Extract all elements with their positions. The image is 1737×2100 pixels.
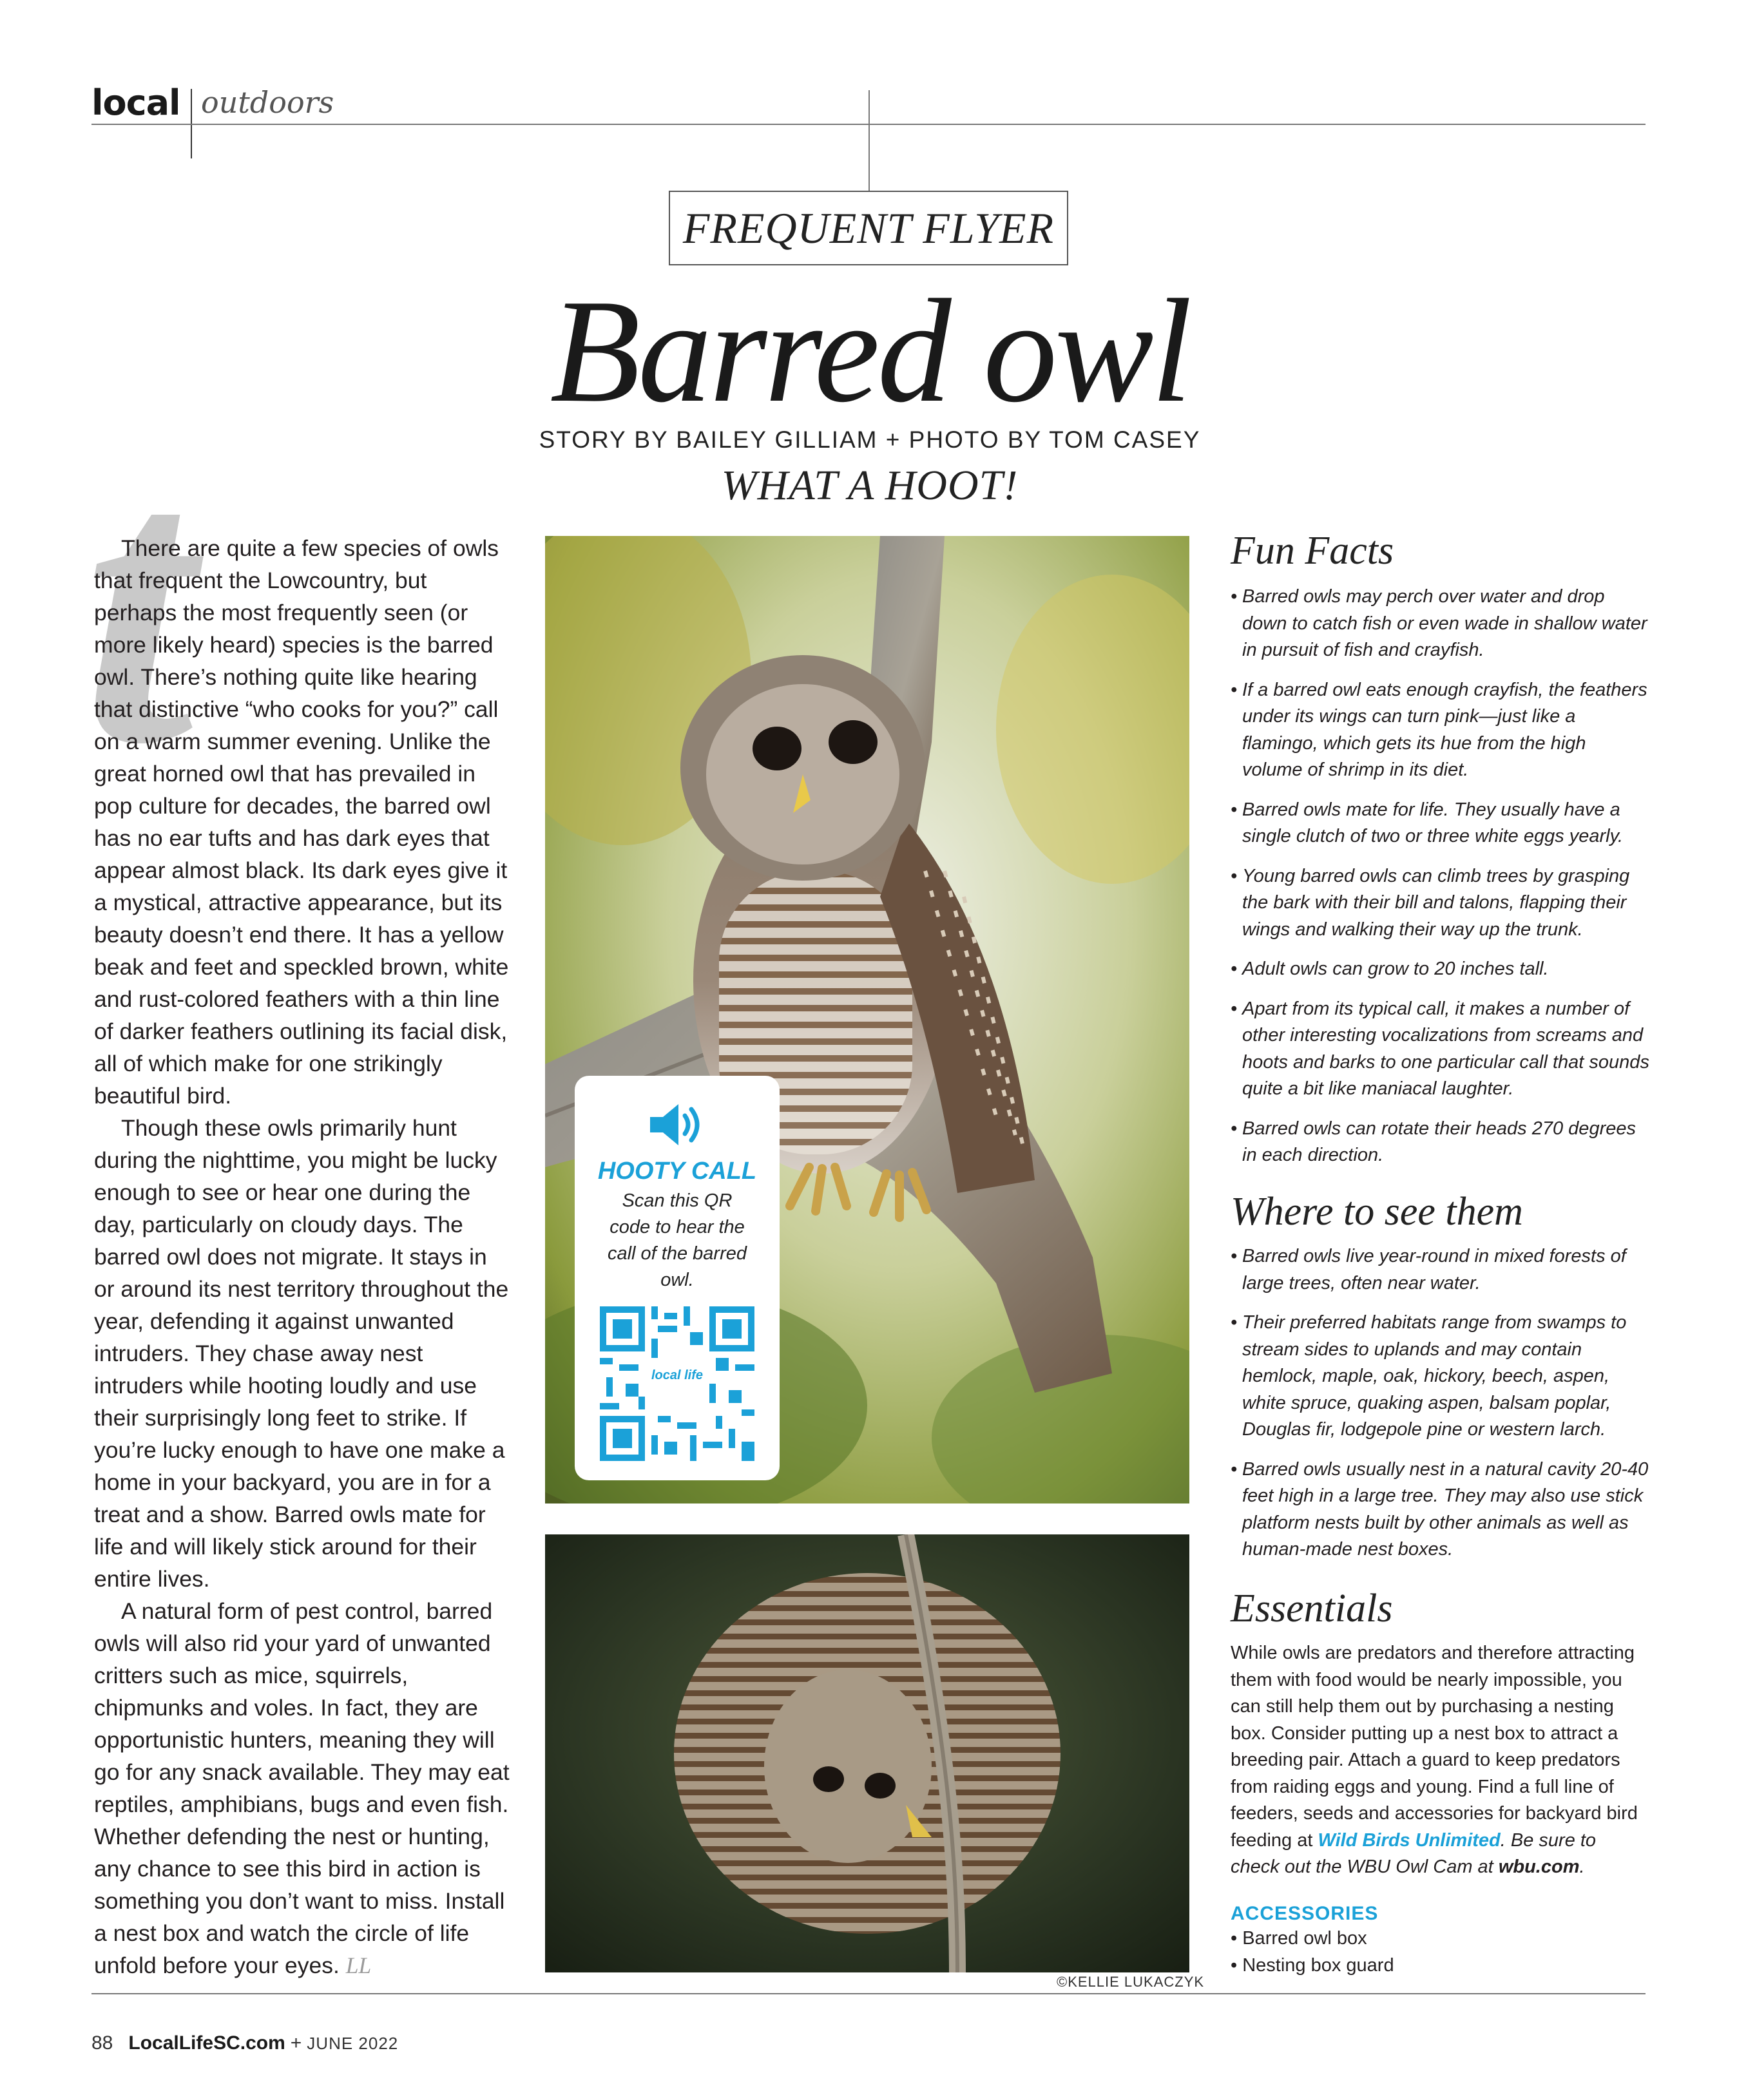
qr-card-title: HOOTY CALL bbox=[597, 1158, 757, 1185]
essentials-heading: Essentials bbox=[1231, 1587, 1393, 1630]
fun-fact-item: • Adult owls can grow to 20 inches tall. bbox=[1231, 956, 1649, 983]
where-list bbox=[1231, 1243, 1649, 1563]
essentials-text-3: . bbox=[1579, 1857, 1585, 1877]
article-paragraph: Though these owls primarily hunt during the nighttime, you might be lucky enough to see or hear one during the day, particularly on cloudy days. The barred owl does not migrate. It stays in or around its nest territory throughout the year, defending it against unwanted intruders. They chase away nest intruders while hooting loudly and use their surprisingly long feet to strike. If you’re lucky enough to have one make a home in your backyard, you are in for a treat and a show. Barred owls mate for life and will likely stick around for their entire lives. bbox=[94, 1115, 509, 1592]
where-item: • Their preferred habitats range from swamps to stream sides to uplands and may contain hemlock, maple, oak, hickory, beech, aspen, white spruce, quaking aspen, balsam poplar, Douglas fir, lodgepole pine or western larch. bbox=[1231, 1310, 1649, 1444]
where-item: • Barred owls usually nest in a natural cavity 20-40 feet high in a large tree. They may also use stick platform nests built by other animals as well as human-made nest boxes. bbox=[1231, 1456, 1649, 1563]
where-item: • Barred owls live year-round in mixed forests of large trees, often near water. bbox=[1231, 1243, 1649, 1297]
byline: STORY BY BAILEY GILLIAM + PHOTO BY TOM CASEY bbox=[539, 426, 1201, 453]
fun-fact-item: • Young barred owls can climb trees by grasping the bark with their bill and talons, flapping their wings and walking their way up the trunk. bbox=[1231, 863, 1649, 944]
fun-facts-section bbox=[1231, 531, 1649, 1182]
essentials-text-2: . Be sure to check out the WBU Owl Cam at bbox=[1231, 1829, 1597, 1877]
page-title: Barred owl bbox=[550, 269, 1190, 433]
article-paragraph-text: A natural form of pest control, barred owls will also rid your yard of unwanted critters such as mice, squirrels, chipmunks and voles. In fact, they are opportunistic hunters, meaning they will go for any snack available. They may eat reptiles, amphibians, bugs and even fish. Whether defending the nest or hunting, any chance to see this bird in action is something you don’t want to miss. Install a nest box and watch the circle of life unfold before your eyes. bbox=[94, 1598, 510, 1978]
kicker: FREQUENT FLYER bbox=[669, 191, 1068, 265]
where-heading: Where to see them bbox=[1231, 1190, 1523, 1234]
fun-facts-heading: Fun Facts bbox=[1231, 529, 1394, 573]
owl-on-branch-image bbox=[545, 1534, 1189, 1972]
fun-fact-item: • Barred owls may perch over water and drop down to catch fish or even wade in shallow water in pursuit of fish and crayfish. bbox=[1231, 584, 1649, 664]
drop-cap: t bbox=[82, 385, 194, 826]
fun-facts-list bbox=[1231, 584, 1649, 1169]
footer bbox=[91, 2032, 398, 2054]
speaker-icon bbox=[646, 1102, 708, 1151]
essentials-text-1: While owls are predators and therefore attracting them with food would be nearly impossible, you can still help them out by purchasing a nesting box. Consider putting up a nest box to attract a breeding pair. Attach a guard to keep predators from raiding eggs and young. Find a full line of feeders, seeds and accessories for backyard bird feeding at bbox=[1231, 1643, 1638, 1851]
article-paragraph: There are quite a few species of owls that frequent the Lowcountry, but perhaps the most frequently seen (or more likely heard) species is the barred owl. There’s nothing quite like hearing that distinctive “who cooks for you?” call on a warm summer evening. Unlike the great horned owl that has prevailed in pop culture for decades, the barred owl has no ear tufts and has dark eyes that appear almost black. Its dark eyes give it a mystical, attractive appearance, but its beauty doesn’t end there. It has a yellow beak and feet and speckled brown, white and rust-colored feathers with a thin line of darker feathers outlining its facial disk, all of which make for one strikingly beautiful bird. bbox=[94, 535, 509, 1109]
title-connector-rule bbox=[869, 90, 870, 192]
footer-rule bbox=[91, 1993, 1646, 1994]
qr-card-text: Scan this QR code to hear the call of the barred owl. bbox=[607, 1190, 747, 1290]
fun-fact-item: • Barred owls mate for life. They usually have a single clutch of two or three white eggs yearly. bbox=[1231, 797, 1649, 850]
where-section bbox=[1231, 1192, 1649, 1576]
article-paragraph-last bbox=[94, 1595, 513, 1981]
footer-separator: + bbox=[290, 2032, 302, 2054]
accessory-item: • Barred owl box bbox=[1231, 1925, 1649, 1952]
owl-photo-secondary bbox=[545, 1534, 1189, 1972]
essentials-section bbox=[1231, 1589, 1649, 1979]
wild-birds-unlimited-link[interactable]: Wild Birds Unlimited bbox=[1318, 1829, 1501, 1851]
article-body bbox=[94, 532, 513, 1981]
accessories-heading: ACCESSORIES bbox=[1231, 1902, 1379, 1924]
accessory-item: • Nesting box guard bbox=[1231, 1952, 1649, 1979]
page-number: 88 bbox=[91, 2032, 113, 2054]
footer-issue: JUNE 2022 bbox=[307, 2034, 399, 2053]
fun-fact-item: • Apart from its typical call, it makes a number of other interesting vocalizations from screams and hoots and barks to one particular call that sounds quite a bit like maniacal laughter. bbox=[1231, 996, 1649, 1103]
accessories-list bbox=[1231, 1925, 1649, 1979]
essentials-text bbox=[1231, 1640, 1649, 1881]
subhead: WHAT A HOOT! bbox=[721, 462, 1019, 509]
wbu-link[interactable]: wbu.com bbox=[1498, 1857, 1580, 1877]
qr-card bbox=[575, 1076, 780, 1480]
end-mark: LL bbox=[345, 1952, 372, 1978]
qr-code[interactable] bbox=[600, 1306, 754, 1461]
section-label: outdoors bbox=[201, 85, 334, 120]
fun-fact-item: • Barred owls can rotate their heads 270 degrees in each direction. bbox=[1231, 1116, 1649, 1169]
footer-site[interactable]: LocalLifeSC.com bbox=[128, 2032, 285, 2054]
brand-logo: local bbox=[91, 82, 180, 123]
photo-credit: ©KELLIE LUKACZYK bbox=[1057, 1974, 1205, 1990]
qr-logo: local life bbox=[651, 1368, 704, 1382]
fun-fact-item: • If a barred owl eats enough crayfish, the feathers under its wings can turn pink—just like a flamingo, which gets its hue from the high volume of shrimp in its diet. bbox=[1231, 677, 1649, 784]
